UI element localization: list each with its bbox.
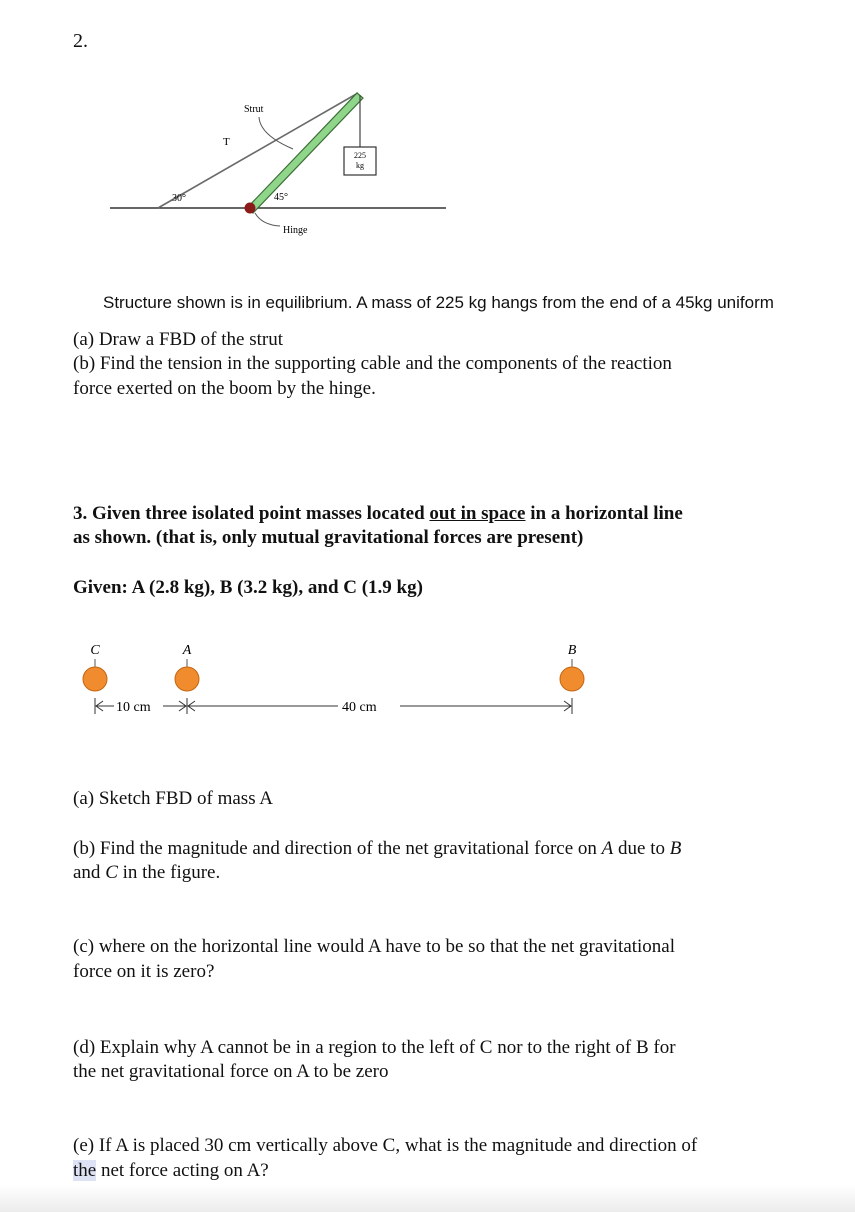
mass-b-ball	[560, 667, 584, 691]
problem3-part-c-line1: (c) where on the horizontal line would A have to be so that the net gravitational	[73, 936, 676, 957]
problem3-part-e-line2	[73, 1159, 269, 1183]
problem2-part-b-line1: (b) Find the tension in the supporting cable and the components of the reaction	[73, 353, 672, 374]
problem3-part-d-line2: the net gravitational force on A to be zero	[73, 1061, 389, 1082]
heading-underlined-text: out in space	[429, 503, 526, 524]
heading-text-post: in a horizontal line	[525, 503, 683, 524]
problem2-statement: Structure shown is in equilibrium. A mass of 225 kg hangs from the end of a 45kg uniform	[103, 293, 774, 312]
hinge-pointer	[255, 213, 280, 226]
tension-label: T	[223, 136, 230, 148]
cable-angle-label: 30°	[172, 193, 186, 204]
part-b-mass-c: C	[105, 862, 118, 883]
strut-figure	[100, 85, 460, 245]
part-b-text-pre: (b) Find the magnitude and direction of the net gravitational force on	[73, 838, 602, 859]
point-masses-figure	[70, 635, 590, 725]
problem3-part-e-line1: (e) If A is placed 30 cm vertically above C, what is the magnitude and direction of	[73, 1135, 698, 1156]
strut-label: Strut	[244, 104, 264, 115]
problem3-part-c-line2: force on it is zero?	[73, 961, 215, 982]
strut-angle-label: 45°	[274, 192, 288, 203]
hinge-pin	[245, 203, 256, 214]
part-b-text-mid: due to	[613, 838, 670, 859]
mass-c-ball	[83, 667, 107, 691]
part-b-text-pre2: and	[73, 862, 106, 883]
label-a: A	[182, 643, 192, 658]
problem3-part-b-line2	[73, 861, 220, 885]
problem3-given: Given: A (2.8 kg), B (3.2 kg), and C (1.9 kg)	[73, 577, 423, 598]
selected-text-highlight[interactable]: the	[73, 1160, 97, 1181]
part-b-mass-a: A	[601, 838, 614, 859]
mass-value: 225	[354, 151, 366, 160]
part-b-text-post: in the figure.	[117, 862, 221, 883]
part-e-text-post: net force acting on A?	[96, 1160, 269, 1181]
mass-unit: kg	[356, 161, 364, 170]
label-c: C	[90, 643, 100, 658]
problem3-part-b-line1	[73, 837, 681, 861]
problem3-part-d-line1: (d) Explain why A cannot be in a region to the left of C nor to the right of B for	[73, 1037, 676, 1058]
problem2-part-b-line2: force exerted on the boom by the hinge.	[73, 378, 376, 399]
problem3-part-a: (a) Sketch FBD of mass A	[73, 788, 274, 809]
problem3-heading-line1	[73, 502, 683, 526]
problem2-part-a: (a) Draw a FBD of the strut	[73, 329, 284, 350]
label-b: B	[567, 643, 577, 658]
hinge-label: Hinge	[283, 225, 308, 236]
problem-number: 2.	[73, 30, 88, 52]
part-b-mass-b: B	[669, 838, 682, 859]
page-bottom-edge	[0, 1185, 855, 1212]
problem3-heading-line2: as shown. (that is, only mutual gravitational forces are present)	[73, 527, 584, 548]
dim-ab-label: 40 cm	[342, 700, 377, 715]
heading-text-pre: 3. Given three isolated point masses located	[73, 503, 430, 524]
dim-ca-label: 10 cm	[116, 700, 151, 715]
mass-a-ball	[175, 667, 199, 691]
